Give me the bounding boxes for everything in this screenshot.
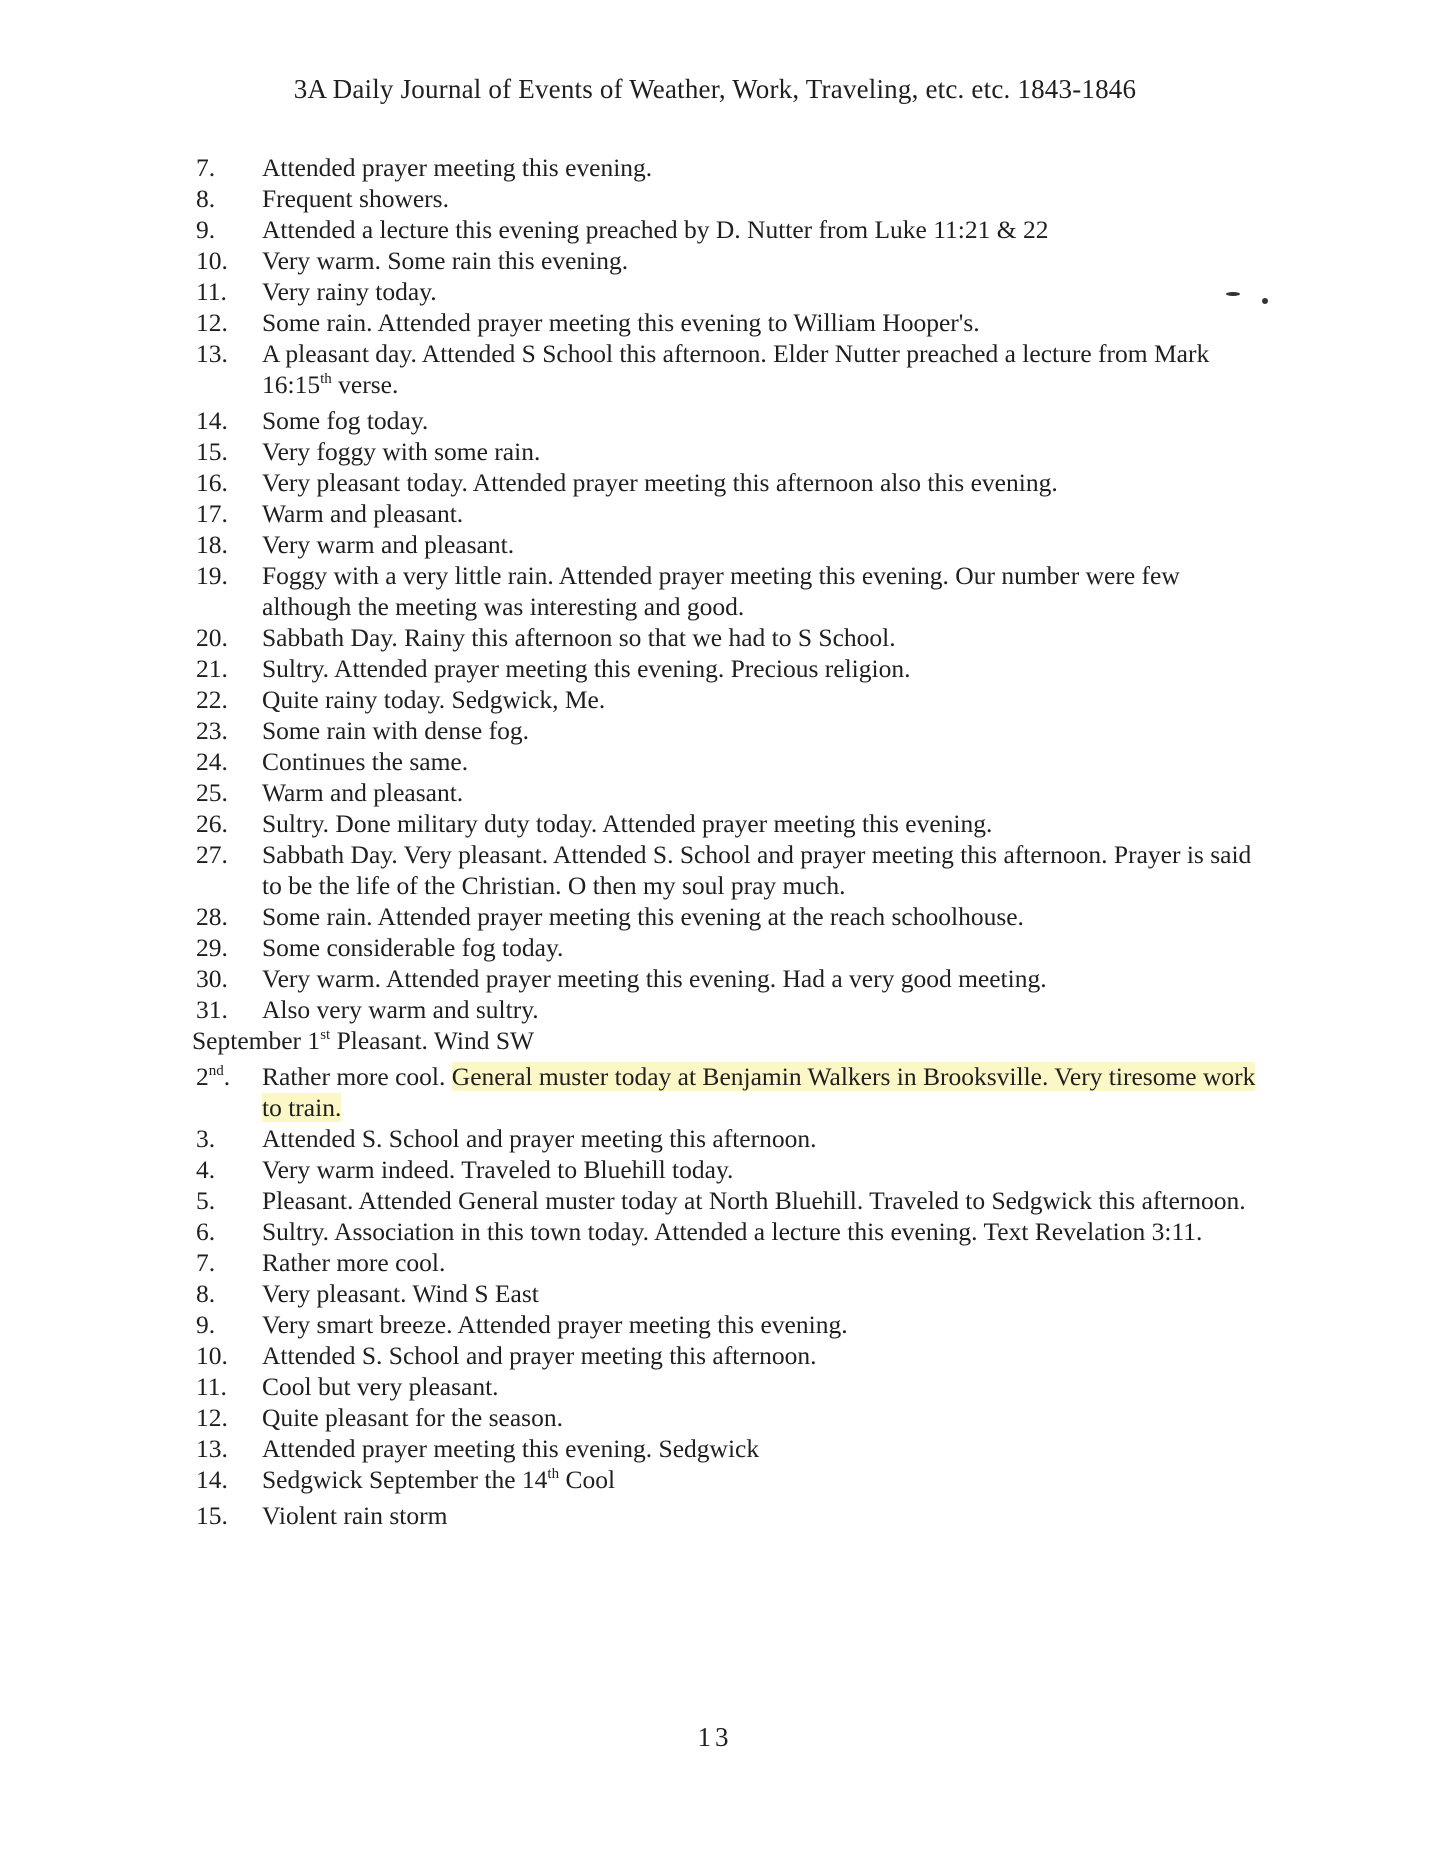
journal-entry [196, 1402, 1256, 1433]
entry-text: Very pleasant today. Attended prayer meeting this afternoon also this evening. [262, 468, 1058, 497]
entry-number: 31. [196, 995, 228, 1024]
entry-number: 10. [196, 246, 228, 275]
september-month: September 1 [192, 1026, 321, 1055]
entry-number: 11. [196, 277, 227, 306]
september-text: Pleasant. Wind SW [330, 1026, 535, 1055]
entry-text: Very rainy today. [262, 277, 437, 306]
journal-entry [196, 529, 1256, 560]
entry-text: Very foggy with some rain. [262, 437, 541, 466]
entry-text: Sultry. Done military duty today. Attended prayer meeting this evening. [262, 809, 993, 838]
entry-number: 21. [196, 654, 228, 683]
journal-entry [196, 405, 1256, 436]
journal-entry [196, 777, 1256, 808]
entry-number: 14. [196, 406, 228, 435]
journal-entry [196, 715, 1256, 746]
entry-number: 16. [196, 468, 228, 497]
journal-entry [196, 963, 1256, 994]
journal-entry [196, 994, 1256, 1025]
entry-text: Frequent showers. [262, 184, 449, 213]
entry-number: 7. [196, 1248, 216, 1277]
entry-text: Foggy with a very little rain. Attended prayer meeting this evening. Our number were few although the meeting was interesting and good. [262, 561, 1180, 621]
journal-entry [196, 245, 1256, 276]
journal-entry [196, 653, 1256, 684]
entry-text: Attended S. School and prayer meeting this afternoon. [262, 1124, 817, 1153]
entry-number: 3. [196, 1124, 216, 1153]
entry-text: Warm and pleasant. [262, 778, 464, 807]
entry-text: Very warm and pleasant. [262, 530, 515, 559]
journal-entry [196, 1154, 1256, 1185]
journal-entry [196, 622, 1256, 653]
entry-number: 20. [196, 623, 228, 652]
journal-entry [196, 746, 1256, 777]
journal-entries [192, 152, 1256, 1531]
entry-number: 5. [196, 1186, 216, 1215]
entry-text: Attended prayer meeting this evening. Sedgwick [262, 1434, 760, 1463]
entry-text: Some rain with dense fog. [262, 716, 529, 745]
entry-text: Cool but very pleasant. [262, 1372, 499, 1401]
entry-number: 15. [196, 437, 228, 466]
journal-entry [196, 1371, 1256, 1402]
highlighted-text: General muster today at Benjamin Walkers in Brooksville. Very tiresome work to train. [262, 1062, 1256, 1122]
entry-number: 29. [196, 933, 228, 962]
entry-text: Quite rainy today. Sedgwick, Me. [262, 685, 606, 714]
entry-number: 6. [196, 1217, 216, 1246]
entry-text: Rather more cool. [262, 1248, 446, 1277]
page-number: 13 [697, 1722, 733, 1752]
entry-number: 14. [196, 1465, 228, 1494]
entry-text: Very pleasant. Wind S East [262, 1279, 539, 1308]
entry-text: Pleasant. Attended General muster today at North Bluehill. Traveled to Sedgwick this afternoon. [262, 1186, 1246, 1215]
entry-text: Very smart breeze. Attended prayer meeting this evening. [262, 1310, 848, 1339]
entry-number: 22. [196, 685, 228, 714]
september-entry [192, 1025, 1256, 1061]
entry-text: Rather more cool. General muster today at Benjamin Walkers in Brooksville. Very tiresome work to train. [262, 1062, 1256, 1122]
entry-text: Sultry. Association in this town today. Attended a lecture this evening. Text Revelation 3:11. [262, 1217, 1203, 1246]
journal-entry [196, 1309, 1256, 1340]
entry-number: 12. [196, 308, 228, 337]
entry-text: Very warm indeed. Traveled to Bluehill today. [262, 1155, 734, 1184]
entry-text: Some rain. Attended prayer meeting this evening at the reach schoolhouse. [262, 902, 1024, 931]
entry-number: 7. [196, 153, 216, 182]
entry-number: 27. [196, 840, 228, 869]
entry-number: 10. [196, 1341, 228, 1370]
journal-entry [196, 276, 1256, 307]
entry-number: 12. [196, 1403, 228, 1432]
journal-entry [196, 1340, 1256, 1371]
entry-text: Warm and pleasant. [262, 499, 464, 528]
entry-number: 19. [196, 561, 228, 590]
journal-entry [196, 1216, 1256, 1247]
entry-text: Quite pleasant for the season. [262, 1403, 563, 1432]
journal-entry [196, 808, 1256, 839]
entry-text: Sabbath Day. Rainy this afternoon so that we had to S School. [262, 623, 896, 652]
journal-entry [196, 839, 1256, 901]
journal-entry [196, 436, 1256, 467]
entry-number: 17. [196, 499, 228, 528]
entry-number: 30. [196, 964, 228, 993]
journal-entry [196, 307, 1256, 338]
entry-text: Very warm. Attended prayer meeting this evening. Had a very good meeting. [262, 964, 1047, 993]
journal-entry [196, 152, 1256, 183]
journal-entry [196, 560, 1256, 622]
journal-entry [196, 1247, 1256, 1278]
entry-text: A pleasant day. Attended S School this afternoon. Elder Nutter preached a lecture from Mark 16:15th verse. [262, 339, 1210, 399]
september-ordinal: st [320, 1027, 331, 1043]
journal-entry-14 [196, 1464, 1256, 1500]
entry-text: Attended S. School and prayer meeting this afternoon. [262, 1341, 817, 1370]
journal-entry [196, 1278, 1256, 1309]
journal-entry [196, 183, 1256, 214]
entry-text: Some rain. Attended prayer meeting this evening to William Hooper's. [262, 308, 980, 337]
journal-entry [196, 901, 1256, 932]
page-header: 3A Daily Journal of Events of Weather, Work, Traveling, etc. etc. 1843-1846 [293, 74, 1137, 104]
scan-speck [1226, 292, 1240, 296]
journal-entry [196, 1123, 1256, 1154]
journal-entry [196, 214, 1256, 245]
journal-entry [196, 1185, 1256, 1216]
entry-text: Also very warm and sultry. [262, 995, 539, 1024]
journal-entry [196, 338, 1256, 405]
entry-number: 11. [196, 1372, 227, 1401]
entry-number: 2nd. [196, 1062, 231, 1091]
entry-number: 4. [196, 1155, 216, 1184]
entry-text: Sedgwick September the 14th Cool [262, 1465, 616, 1494]
entry-text: Sultry. Attended prayer meeting this evening. Precious religion. [262, 654, 911, 683]
entry-number: 9. [196, 215, 216, 244]
journal-entry [196, 932, 1256, 963]
entry-number: 24. [196, 747, 228, 776]
scan-speck [1262, 298, 1268, 304]
journal-entry-15 [196, 1500, 1256, 1531]
entry-number: 18. [196, 530, 228, 559]
entry-number: 26. [196, 809, 228, 838]
entry-text: Continues the same. [262, 747, 469, 776]
entry-number: 23. [196, 716, 228, 745]
journal-entry [196, 1433, 1256, 1464]
journal-entry [196, 467, 1256, 498]
journal-entry [196, 498, 1256, 529]
entry-number: 13. [196, 1434, 228, 1463]
journal-entry [196, 684, 1256, 715]
entry-text: Attended a lecture this evening preached by D. Nutter from Luke 11:21 & 22 [262, 215, 1049, 244]
entry-text: Violent rain storm [262, 1501, 448, 1530]
entry-number: 9. [196, 1310, 216, 1339]
entry-number: 8. [196, 1279, 216, 1308]
entry-text: Very warm. Some rain this evening. [262, 246, 629, 275]
entry-number: 15. [196, 1501, 228, 1530]
entry-text: Some considerable fog today. [262, 933, 564, 962]
entry-text: Some fog today. [262, 406, 429, 435]
entry-number: 13. [196, 339, 228, 368]
entry-text: Sabbath Day. Very pleasant. Attended S. School and prayer meeting this afternoon. Prayer is said to be the life of the Christian. O then my soul pray much. [262, 840, 1252, 900]
journal-entry-2nd [196, 1061, 1256, 1123]
entry-number: 8. [196, 184, 216, 213]
entry-text: Attended prayer meeting this evening. [262, 153, 653, 182]
entry-number: 25. [196, 778, 228, 807]
entry-number: 28. [196, 902, 228, 931]
